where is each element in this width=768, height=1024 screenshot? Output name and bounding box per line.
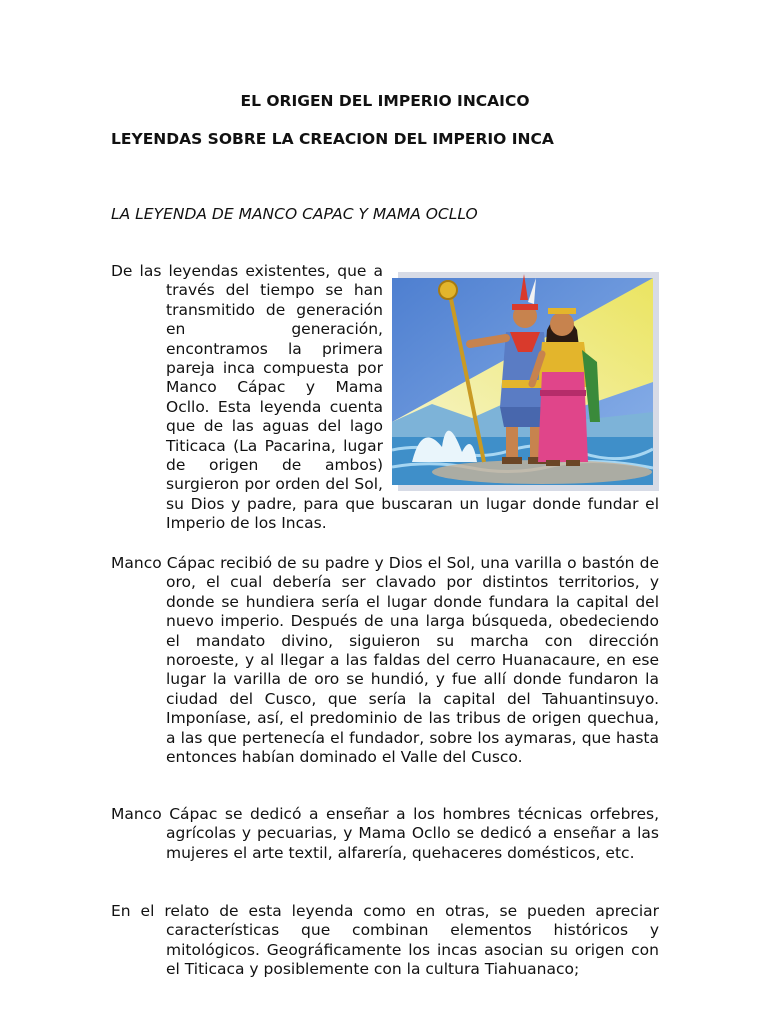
document-subtitle: LEYENDAS SOBRE LA CREACION DEL IMPERIO INCA	[111, 130, 554, 148]
document-title: EL ORIGEN DEL IMPERIO INCAICO	[240, 92, 530, 110]
paragraph-1	[111, 262, 659, 534]
paragraph-1-text: De las leyendas existentes, que a través del tiempo se han transmitido de generación en generación, encontramos la primera pareja inca compuesta por Manco Cápac y Mama Ocllo. Esta leyenda cuenta que de las aguas del lago Titicaca (La Pacarina, lugar de origen de ambos) surgieron por orden del Sol, su Dios y padre, para que buscaran un lugar donde fundar el Imperio de los Incas.	[111, 262, 659, 533]
paragraph-2: Manco Cápac recibió de su padre y Dios el Sol, una varilla o bastón de oro, el cual debería ser clavado por distintos territorios, y donde se hundiera sería el lugar donde fundara la capital del nuevo imperio. Después de una larga búsqueda, obedeciendo el mandato divino, siguieron su marcha con dirección noroeste, y al llegar a las faldas del cerro Huanacaure, en ese lugar la varilla de oro se hundió, y fue allí donde fundaron la ciudad del Cusco, que sería la capital del Tahuantinsuyo. Imponíase, así, el predominio de las tribus de origen quechua, a las que pertenecía el fundador, sobre los aymaras, que hasta entonces habían dominado el Valle del Cusco.	[111, 554, 659, 767]
manco-capac-mama-ocllo-illustration	[392, 272, 659, 491]
paragraph-4: En el relato de esta leyenda como en otras, se pueden apreciar características que combinan elementos históricos y mitológicos. Geográficamente los incas asocian su origen con el Titicaca y posiblemente con la cultura Tiahuanaco;	[111, 902, 659, 979]
section-title: LA LEYENDA DE MANCO CAPAC Y MAMA OCLLO	[111, 205, 478, 223]
illustration-frame	[392, 272, 659, 491]
paragraph-3: Manco Cápac se dedicó a enseñar a los hombres técnicas orfebres, agrícolas y pecuarias, y Mama Ocllo se dedicó a enseñar a las mujeres el arte textil, alfarería, quehaceres domésticos, etc.	[111, 805, 659, 862]
